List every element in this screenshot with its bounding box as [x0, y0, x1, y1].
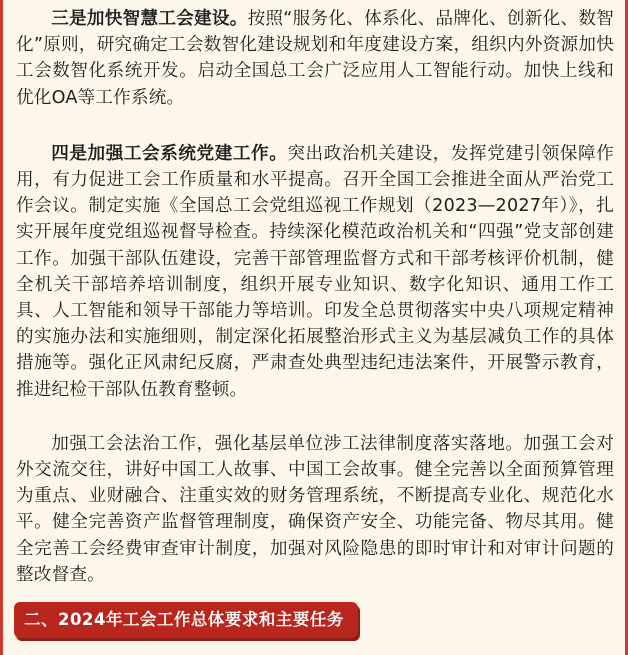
article-body [16, 6, 614, 588]
paragraph-party-building [16, 141, 614, 403]
paragraph-smart-union [16, 6, 614, 111]
section-header: 二、2024年工会工作总体要求和主要任务 [14, 602, 358, 638]
paragraph-lead: 四是加强工会系统党建工作。 [51, 143, 288, 164]
left-border-decoration [0, 0, 3, 655]
paragraph-text: 按照“服务化、体系化、品牌化、创新化、数智化”原则，研究确定工会数智化建设规划和年度建设方案，组织内外资源加快工会数智化系统开发。启动全国总工会广泛应用人工智能行动。加快上线和优化OA等工作系统。 [16, 9, 614, 108]
paragraph-lead: 三是加快智慧工会建设。 [51, 9, 248, 29]
paragraph-text: 突出政治机关建设，发挥党建引领保障作用，有力促进工会工作质量和水平提高。召开全国工会推进全面从严治党工作会议。制定实施《全国总工会党组巡视工作规划（2023—2027年）》，扎实开展年度党组巡视督导检查。持续深化模范政治机关和“四强”党支部创建工作。加强干部队伍建设，完善干部管理监督方式和干部考核评价机制，健全机关干部培养培训制度，组织开展专业知识、数字化知识、通用工作工具、人工智能和领导干部能力等培训。印发全总贯彻落实中央八项规定精神的实施办法和实施细则，制定深化拓展整治形式主义为基层减负工作的具体措施等。强化正风肃纪反腐，严肃查处典型违纪违法案件，开展警示教育，推进纪检干部队伍教育整顿。 [16, 143, 614, 400]
paragraph-text: 加强工会法治工作，强化基层单位涉工法律制度落实落地。加强工会对外交流交往，讲好中国工人故事、中国工会故事。健全完善以全面预算管理为重点、业财融合、注重实效的财务管理系统，不断提高专业化、规范化水平。健全完善资产监督管理制度，确保资产安全、功能完备、物尽其用。健全完善工会经费审查审计制度，加强对风险隐患的即时审计和对审计问题的整改督查。 [16, 433, 614, 585]
paragraph-rule-of-law [16, 431, 614, 588]
